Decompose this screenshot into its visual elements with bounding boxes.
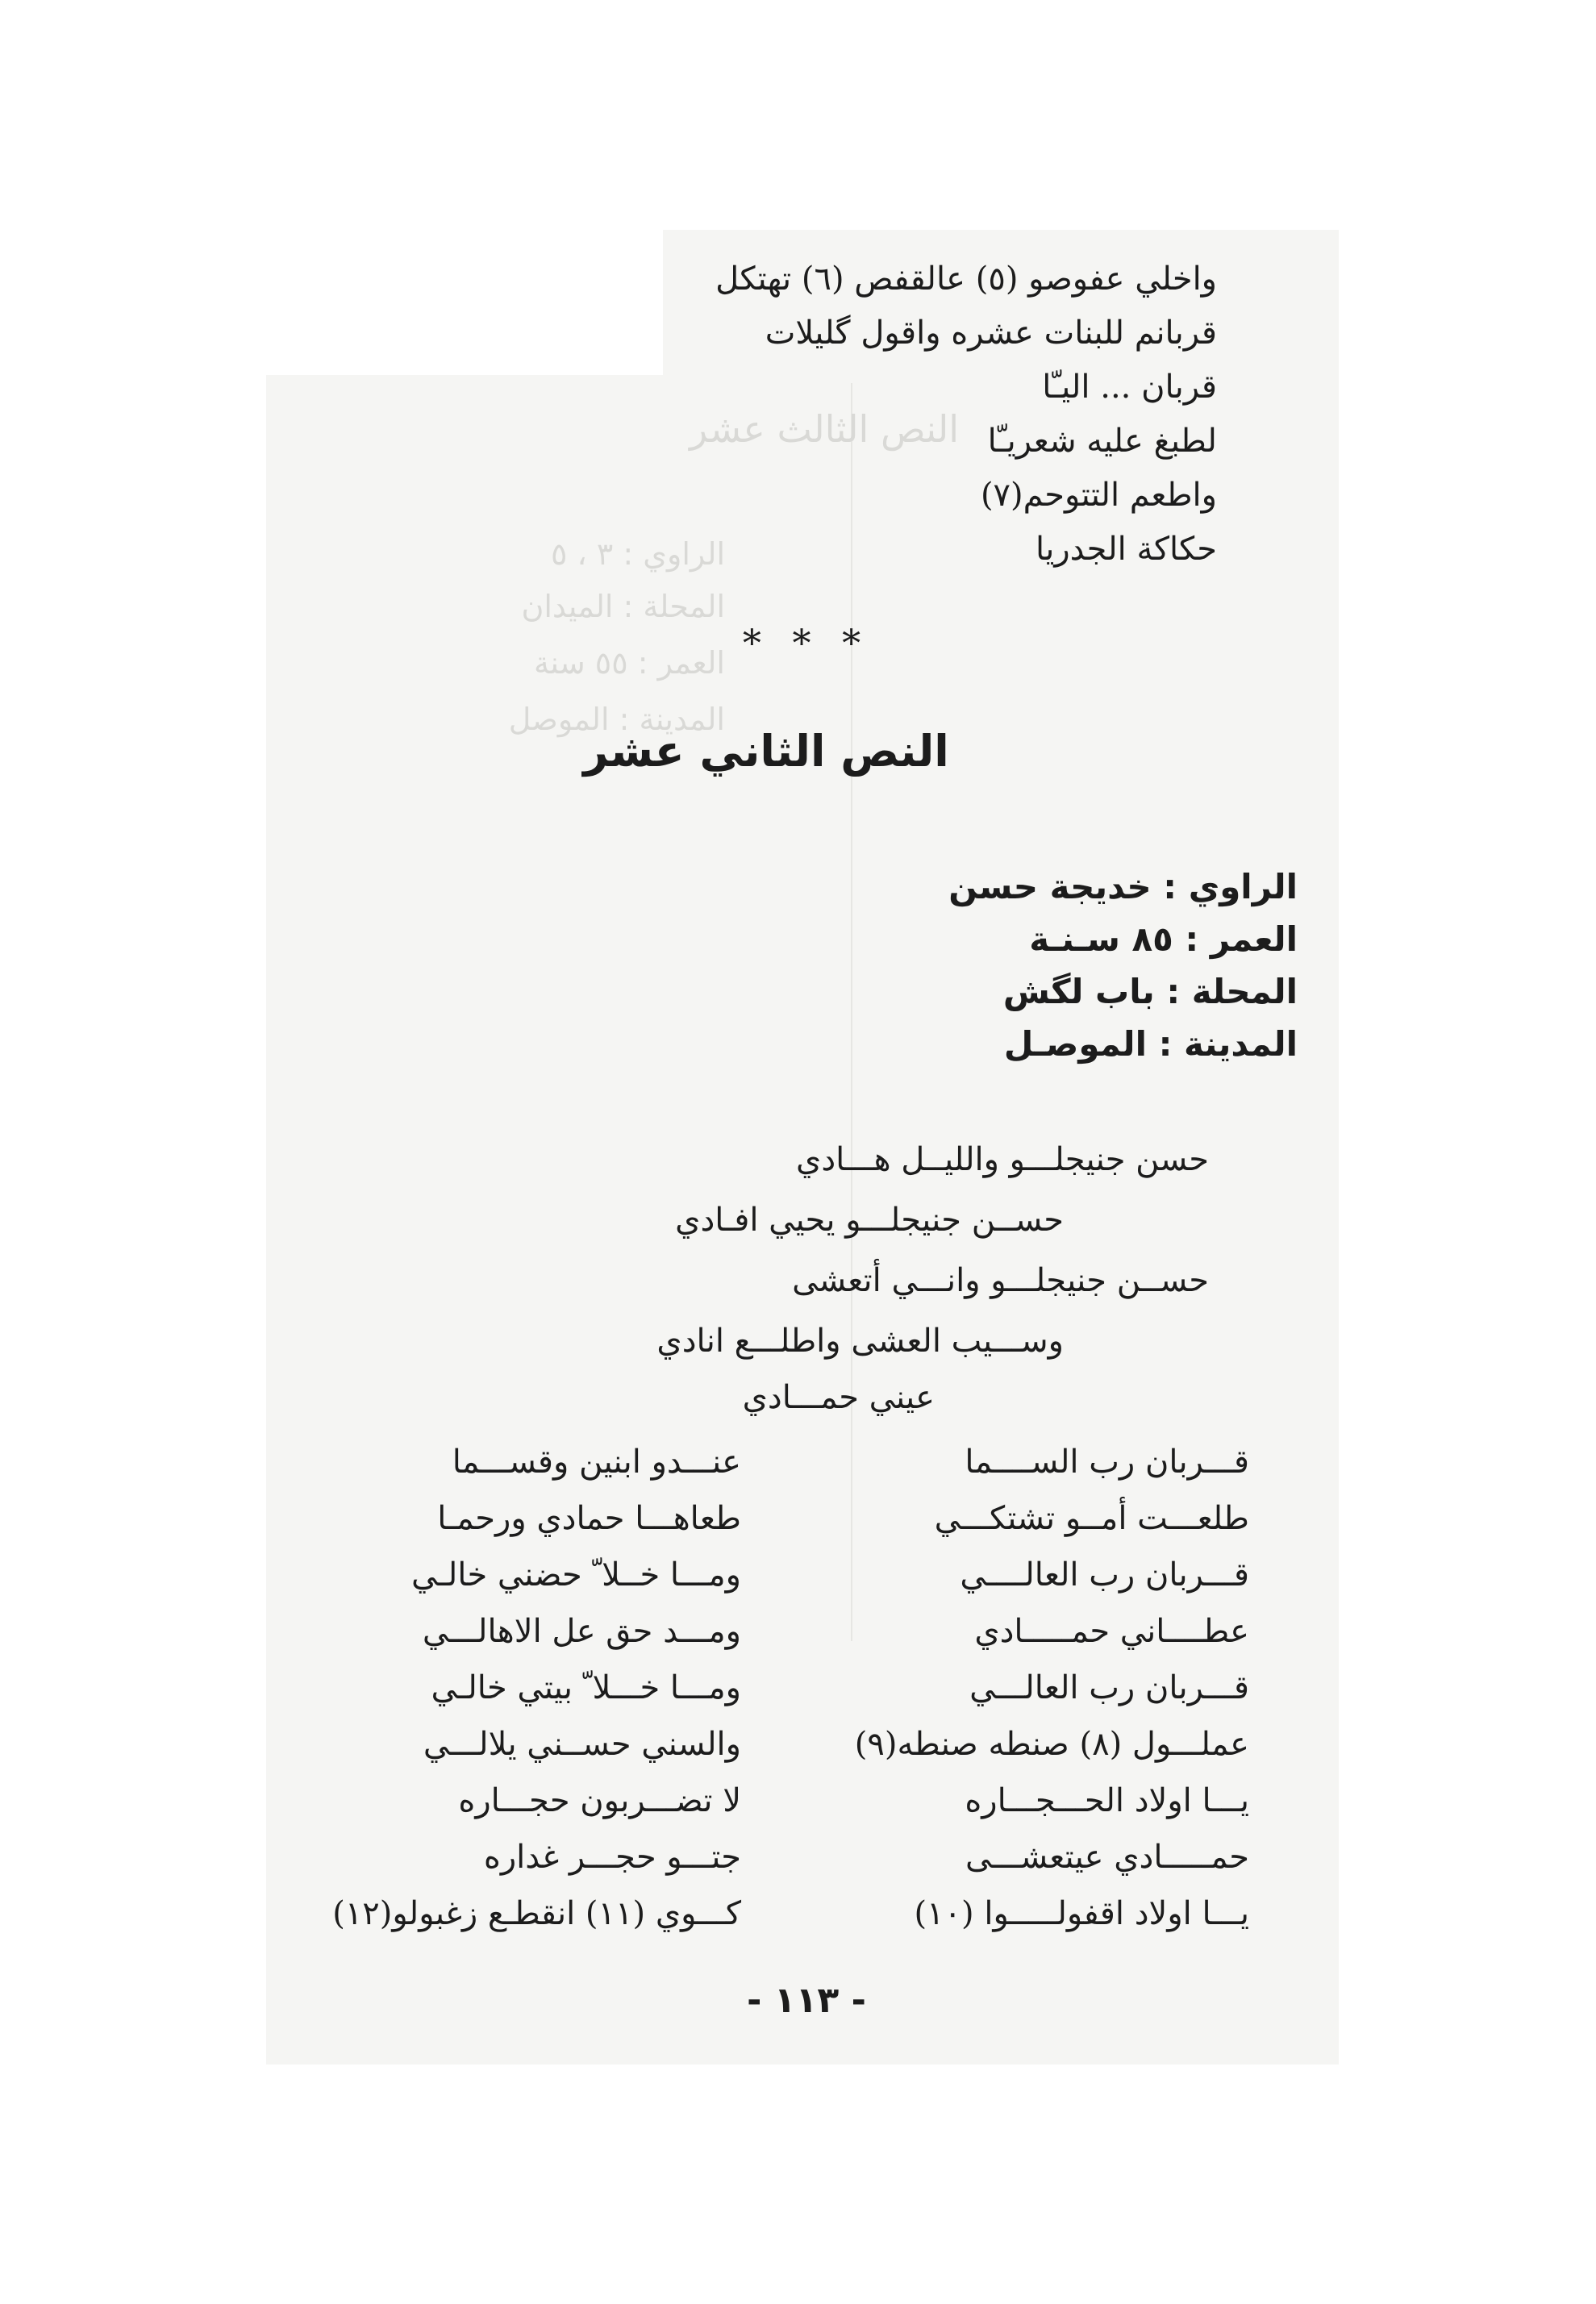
couplet-line: طعاهـــا حمادي ورحمـا — [437, 1500, 741, 1537]
couplet-line: يـــا اولاد الحـــجـــاره — [965, 1782, 1249, 1819]
couplet-line: عنـــدو ابنين وقســـما — [452, 1444, 741, 1481]
verse-line: حســن جنيجلـــو وانـــي أتعشى — [792, 1262, 1209, 1299]
couplet-line: جتـــو حجـــر غداره — [483, 1839, 741, 1876]
couplet-line: ومـــا خــلا ّ حضني خالـي — [411, 1556, 741, 1594]
couplet-line: عطــــاني حمـــــادي — [974, 1613, 1249, 1650]
couplet-line: طلعـــت أمــو تشتكـــي — [934, 1500, 1249, 1537]
bleed-through-line: العمر : ٥٥ سنة — [534, 645, 725, 681]
page-fold — [851, 383, 852, 1641]
page-number: - ١١٣ - — [747, 1980, 866, 2021]
verse-line: حسن جنيجلـــو والليــل هـــادي — [796, 1141, 1209, 1178]
couplet-line: يـــا اولاد اقفولـــــوا (١٠) — [914, 1895, 1249, 1932]
section-heading: النص الثاني عشر — [583, 726, 949, 777]
scan-shadow-top — [663, 230, 1339, 383]
verse-line: وســـيب العشى واطلـــع انادي — [656, 1323, 1064, 1360]
couplet-line: لا تضـــربون حجـــاره — [458, 1782, 741, 1819]
bleed-through-line: المحلة : الميدان — [521, 589, 725, 624]
couplet-line: ومـــا خـــلا ّ بيتي خالـي — [431, 1669, 741, 1706]
district-line: المحلة : باب لگش — [1002, 972, 1298, 1011]
poem-line: واخلي عفوصو (٥) عالقفص (٦) تهتكل — [715, 260, 1217, 298]
couplet-line: قـــربان رب العالـــي — [969, 1669, 1249, 1706]
poem-line: قربانم للبنات عشره واقول گليلات — [765, 315, 1217, 352]
couplet-line: حمـــــادي عيتعشـــى — [965, 1839, 1249, 1876]
couplet-line: عملـــول (٨) صنطه صنطه(٩) — [854, 1726, 1249, 1763]
poem-line: قربان ... اليـّا — [1042, 369, 1217, 406]
couplet-line: قـــربان رب العالــــي — [960, 1556, 1249, 1594]
couplet-line: ومـــد حق عل الاهالـــي — [422, 1613, 741, 1650]
poem-line: واطعم التتوحم(٧) — [980, 477, 1217, 514]
verse-line: عيني حمـــادي — [742, 1379, 935, 1416]
poem-line: لطبغ عليه شعريـّا — [987, 423, 1217, 460]
narrator-line: الراوي : خديجة حسن — [948, 867, 1298, 906]
couplet-line: كـــوي (١١) انقطـع زغبولو(١٢) — [332, 1895, 741, 1932]
city-line: المدينة : الموصـل — [1003, 1024, 1298, 1064]
bleed-through-title: النص الثالث عشر — [689, 407, 959, 451]
verse-line: حســن جنيجلـــو يحيي افـادي — [675, 1202, 1064, 1239]
age-line: العمر : ٨٥ سـنـة — [1029, 919, 1298, 959]
poem-line: حكاكة الجدريا — [1036, 531, 1217, 568]
bleed-through-line: المدينة : الموصل — [508, 702, 725, 737]
couplet-line: والسني حســني يلالـــي — [423, 1726, 741, 1763]
section-separator: * * * — [742, 621, 871, 665]
bleed-through-line: الراوي : ٣ ، ٥ — [551, 536, 725, 572]
couplet-line: قـــربان رب الســــما — [965, 1444, 1249, 1481]
